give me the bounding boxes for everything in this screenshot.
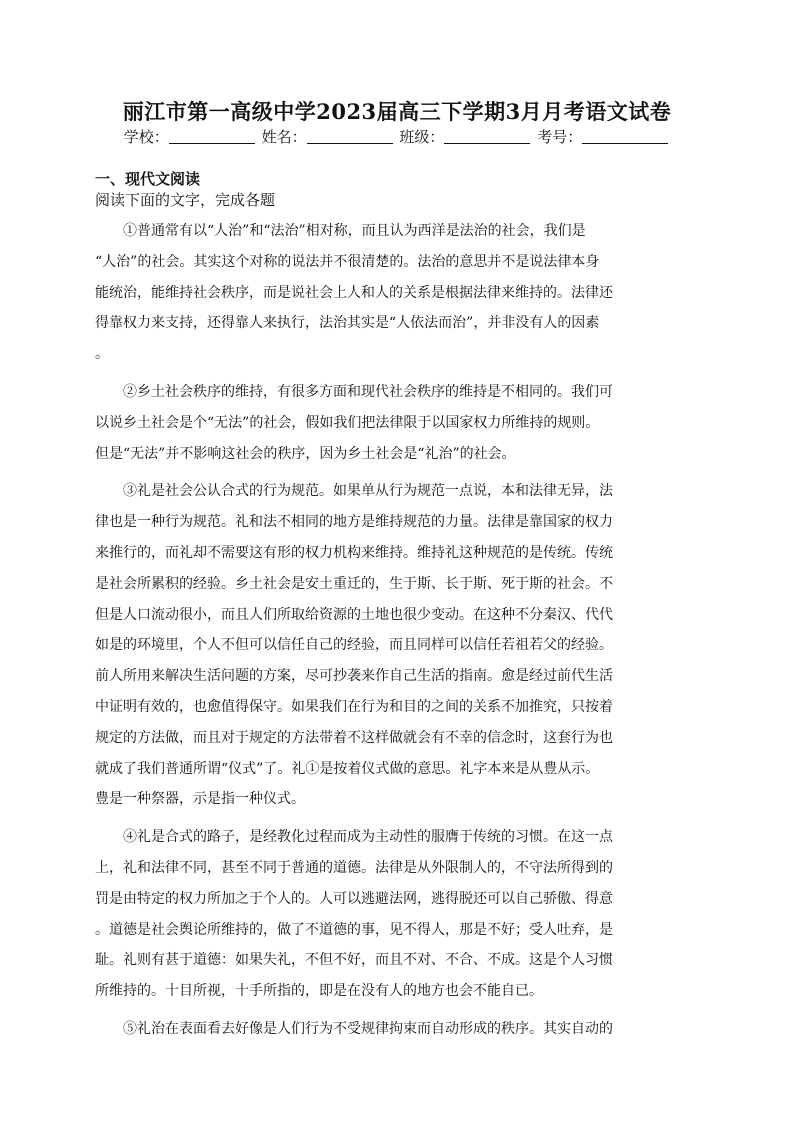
section-instruction: 阅读下面的文字，完成各题 (95, 191, 276, 209)
exam-number-label: 考号： (537, 128, 583, 146)
section-title: 一、现代文阅读 (95, 170, 201, 188)
passage-line: 中证明有效的，也愈值得保守。如果我们在行为和目的之间的关系不加推究，只按着 (95, 698, 613, 715)
passage-line: 前人所用来解决生活问题的方案，尽可抄袭来作自己生活的指南。愈是经过前代生活 (95, 668, 613, 685)
name-label: 姓名： (261, 128, 307, 146)
passage-line: 罚是由特定的权力所加之于个人的。人可以逃避法网，逃得脱还可以自己骄傲、得意 (95, 890, 613, 907)
passage-line: 以说乡土社会是个“无法”的社会，假如我们把法律限于以国家权力所维持的规则。 (95, 414, 600, 431)
passage-line: “人治”的社会。其实这个对称的说法并不很清楚的。法治的意思并不是说法律本身 (95, 253, 600, 270)
passage-line: 但是“无法”并不影响这社会的秩序，因为乡土社会是“礼治”的社会。 (95, 445, 516, 462)
passage-line: 得靠权力来支持，还得靠人来执行，法治其实是“人依法而治”，并非没有人的因素 (95, 315, 600, 332)
passage-line: 律也是一种行为规范。礼和法不相同的地方是维持规范的力量。法律是靠国家的权力 (95, 514, 613, 531)
passage-line: 所维持的。十目所视，十手所指的，即是在没有人的地方也会不能自已。 (95, 983, 543, 1000)
passage-line: ②乡土社会秩序的维持，有很多方面和现代社会秩序的维持是不相同的。我们可 (123, 383, 613, 400)
passage-line: 如是的环境里，个人不但可以信任自己的经验，而且同样可以信任若祖若父的经验。 (95, 637, 613, 654)
school-label: 学校： (123, 128, 169, 146)
reading-passage (95, 216, 700, 1052)
passage-line: ③礼是社会公认合式的行为规范。如果单从行为规范一点说，本和法律无异，法 (123, 483, 613, 500)
passage-line: 规定的方法做，而且对于规定的方法带着不这样做就会有不幸的信念时，这套行为也 (95, 729, 613, 746)
student-info-row (0, 126, 794, 147)
passage-line: ④礼是合式的路子，是经教化过程而成为主动性的服膺于传统的习惯。在这一点 (123, 829, 613, 846)
passage-line: 。道德是社会舆论所维持的，做了不道德的事，见不得人，那是不好；受人吐弃，是 (95, 921, 613, 938)
passage-line: 耻。礼则有甚于道德：如果失礼，不但不好，而且不对、不合、不成。这是个人习惯 (95, 952, 613, 969)
passage-paragraph (95, 216, 700, 370)
passage-line: 。 (95, 346, 109, 363)
passage-line: ①普通常有以“人治”和“法治”相对称，而且认为西洋是法治的社会，我们是 (123, 223, 586, 239)
class-label: 班级： (399, 128, 445, 146)
passage-line: 但是人口流动很小，而且人们所取给资源的土地也很少变动。在这种不分秦汉、代代 (95, 606, 613, 623)
passage-line: 是社会所累积的经验。乡土社会是安土重迁的，生于斯、长于斯、死于斯的社会。不 (95, 575, 613, 592)
passage-line: 来推行的，而礼却不需要这有形的权力机构来维持。维持礼这种规范的是传统。传统 (95, 544, 613, 561)
exam-number-blank (582, 129, 668, 144)
passage-line: ⑤礼治在表面看去好像是人们行为不受规律拘束而自动形成的秩序。其实自动的 (123, 1020, 613, 1037)
passage-paragraph (95, 476, 700, 815)
passage-paragraph (95, 1014, 700, 1045)
passage-line: 上，礼和法律不同，甚至不同于普通的道德。法律是从外限制人的，不守法所得到的 (95, 859, 613, 876)
school-blank (169, 129, 255, 144)
name-blank (307, 129, 393, 144)
exam-title: 丽江市第一高级中学2023届高三下学期3月月考语文试卷 (122, 99, 672, 124)
passage-line: 就成了我们普通所谓“仪式”了。礼①是按着仪式做的意思。礼字本来是从豊从示。 (95, 760, 600, 777)
passage-paragraph (95, 822, 700, 1007)
passage-line: 豊是一种祭器，示是指一种仪式。 (95, 791, 305, 808)
passage-line: 能统治，能维持社会秩序，而是说社会上人和人的关系是根据法律来维持的。法律还 (95, 284, 613, 301)
passage-paragraph (95, 377, 700, 469)
class-blank (444, 129, 530, 144)
